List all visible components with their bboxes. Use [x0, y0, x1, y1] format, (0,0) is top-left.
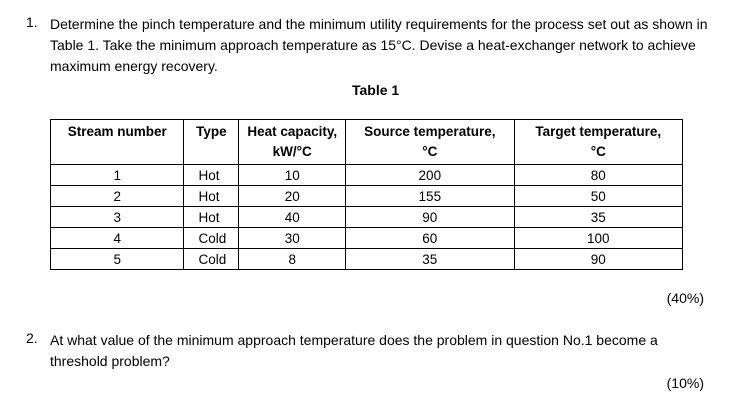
question-1-marks: (40%)	[666, 290, 704, 306]
cell-target: 35	[514, 207, 682, 228]
header-type: Type	[184, 120, 239, 165]
cell-type: Hot	[184, 186, 239, 207]
cell-target: 100	[514, 228, 682, 249]
table-header-row	[51, 120, 683, 165]
table-row	[51, 207, 683, 228]
cell-stream: 5	[51, 249, 184, 270]
cell-source: 90	[346, 207, 514, 228]
table-row	[51, 186, 683, 207]
cell-stream: 4	[51, 228, 184, 249]
table-row	[51, 249, 683, 270]
cell-type: Cold	[184, 228, 239, 249]
question-1-text: Determine the pinch temperature and the minimum utility requirements for the process set out as shown in Table 1. Take the minimum approach temperature as 15°C. Devise a heat-exchanger network to achieve maximum energy recovery.	[50, 16, 708, 74]
cell-stream: 3	[51, 207, 184, 228]
header-source-temperature: Source temperature, °C	[346, 120, 514, 165]
cell-capacity: 10	[239, 165, 346, 186]
header-target-temperature: Target temperature, °C	[514, 120, 682, 165]
header-stream-number: Stream number	[51, 120, 184, 165]
cell-target: 50	[514, 186, 682, 207]
stream-data-table	[50, 119, 683, 270]
question-1-number: 1.	[26, 14, 38, 30]
cell-capacity: 40	[239, 207, 346, 228]
cell-type: Cold	[184, 249, 239, 270]
table-caption: Table 1	[352, 82, 400, 98]
cell-source: 60	[346, 228, 514, 249]
cell-source: 35	[346, 249, 514, 270]
header-heat-capacity: Heat capacity, kW/°C	[239, 120, 346, 165]
table-row	[51, 228, 683, 249]
cell-target: 80	[514, 165, 682, 186]
cell-capacity: 20	[239, 186, 346, 207]
cell-type: Hot	[184, 165, 239, 186]
cell-stream: 1	[51, 165, 184, 186]
question-2-number: 2.	[26, 330, 38, 346]
question-2-marks: (10%)	[666, 375, 704, 391]
cell-source: 155	[346, 186, 514, 207]
cell-capacity: 30	[239, 228, 346, 249]
table-row	[51, 165, 683, 186]
cell-source: 200	[346, 165, 514, 186]
cell-capacity: 8	[239, 249, 346, 270]
cell-target: 90	[514, 249, 682, 270]
question-2-text: At what value of the minimum approach temperature does the problem in question No.1 become a threshold problem?	[50, 332, 658, 369]
cell-stream: 2	[51, 186, 184, 207]
cell-type: Hot	[184, 207, 239, 228]
